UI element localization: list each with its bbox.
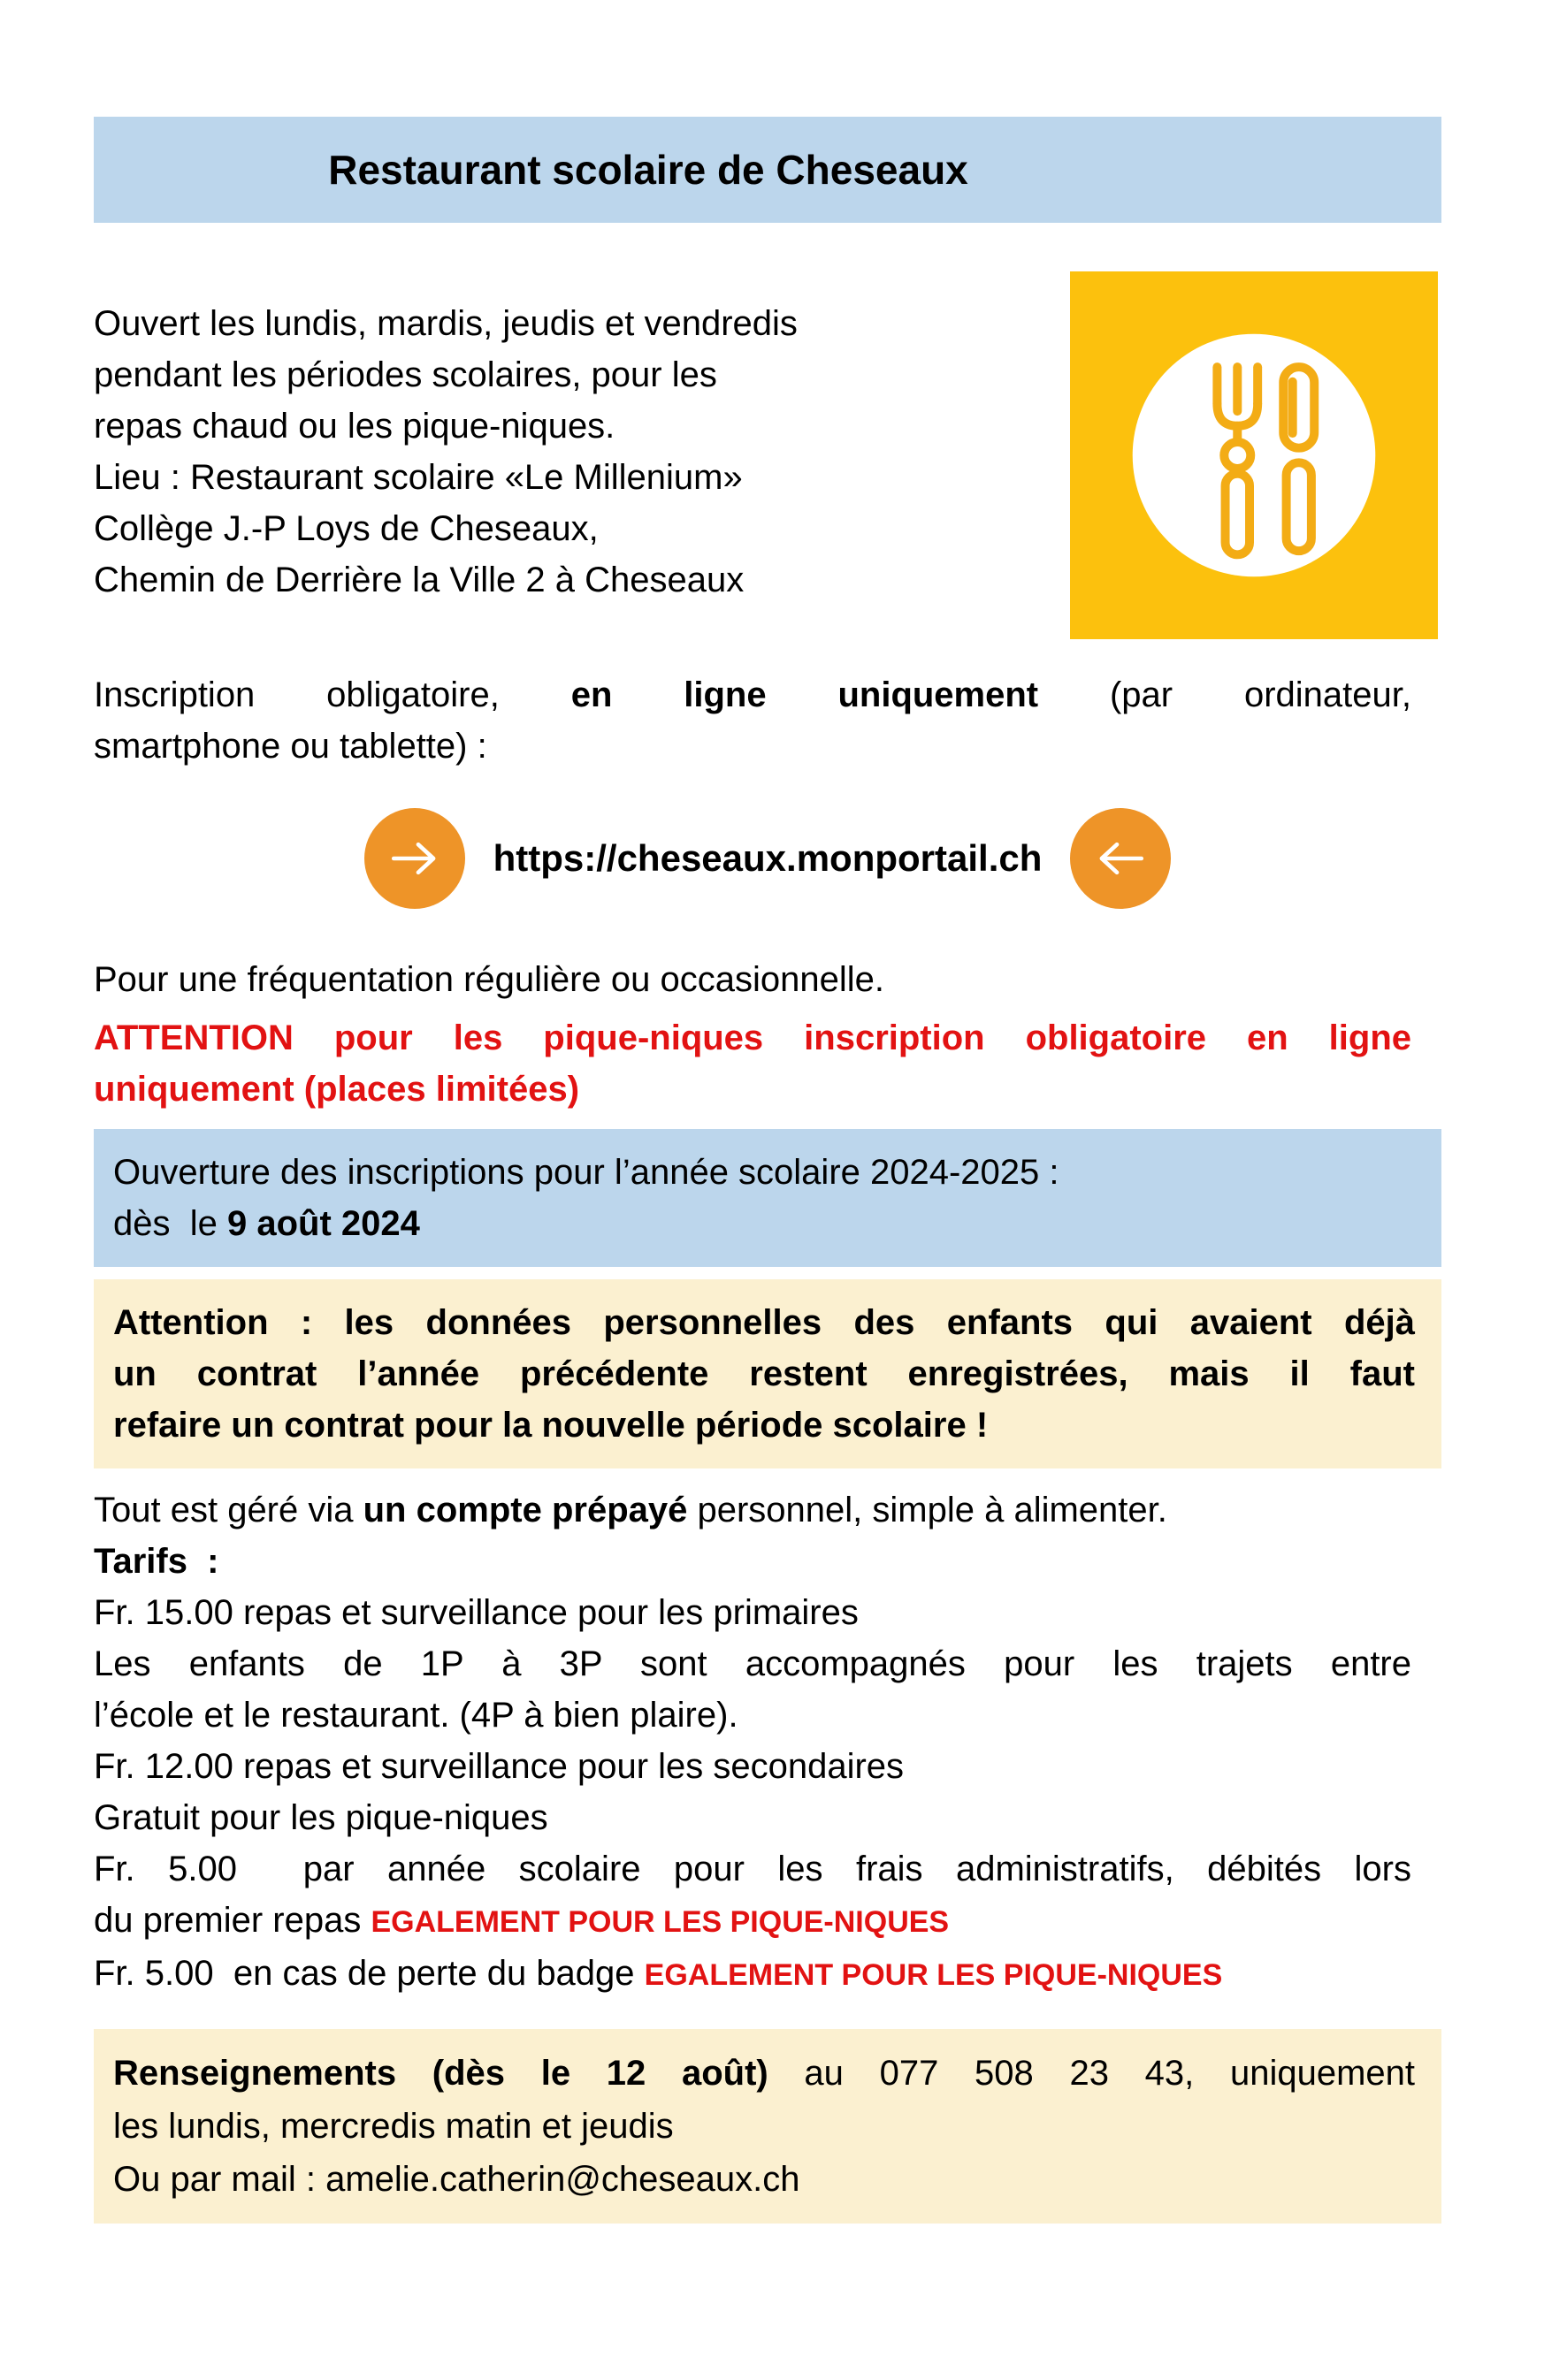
registration-text: Inscription obligatoire,	[94, 675, 571, 714]
warning-line1: Attention : les données personnelles des enfants qui avaient déjà	[113, 1303, 1415, 1342]
contact-bold: Renseignements (dès le 12 août)	[113, 2054, 768, 2093]
tarif-line-gratuit: Gratuit pour les pique-niques	[94, 1798, 548, 1837]
tarif-line-primaires: Fr. 15.00 repas et surveillance pour les primaires	[94, 1593, 859, 1632]
flyer-page	[0, 117, 1567, 2380]
arrow-left-badge	[1070, 808, 1171, 909]
tarif-line-badge	[94, 1948, 1411, 2001]
page-title: Restaurant scolaire de Cheseaux	[328, 147, 968, 193]
intro-section	[94, 271, 1441, 639]
cutlery-icon	[1066, 271, 1441, 639]
attention-line1: ATTENTION pour les pique-niques inscription obligatoire en ligne	[94, 1018, 1411, 1057]
prepaid-tail: personnel, simple à alimenter.	[687, 1491, 1167, 1529]
opening-line2-text: dès le	[113, 1204, 227, 1243]
registration-bold: en ligne uniquement	[570, 675, 1039, 714]
warning-line2: un contrat l’année précédente restent enregistrées, mais il faut	[113, 1354, 1415, 1393]
registration-paragraph	[94, 669, 1411, 772]
registration-tail: (par ordinateur,	[1038, 675, 1412, 714]
contact-email: Ou par mail : amelie.catherin@cheseaux.ch	[113, 2160, 800, 2199]
warning-line3: refaire un contrat pour la nouvelle période scolaire !	[113, 1406, 989, 1445]
title-banner	[94, 117, 1441, 223]
opening-date: 9 août 2024	[226, 1204, 420, 1243]
intro-line: repas chaud ou les pique-niques.	[94, 407, 615, 446]
warning-box	[94, 1279, 1441, 1468]
arrow-right-icon	[386, 829, 444, 888]
intro-text	[94, 298, 1066, 606]
opening-box	[94, 1129, 1441, 1267]
tarif-line-secondaires: Fr. 12.00 repas et surveillance pour les secondaires	[94, 1747, 905, 1786]
attention-note	[94, 1012, 1411, 1115]
contact-phone: au 077 508 23 43, uniquement	[768, 2054, 1416, 2093]
contact-box	[94, 2029, 1441, 2224]
intro-line: Lieu : Restaurant scolaire «Le Millenium»	[94, 458, 743, 497]
tarifs-section	[94, 1536, 1411, 2001]
arrow-left-icon	[1091, 829, 1150, 888]
prepaid-text: Tout est géré via	[94, 1491, 363, 1529]
attention-line2: uniquement (places limitées)	[94, 1070, 580, 1109]
frequency-note: Pour une fréquentation régulière ou occasionnelle.	[94, 960, 884, 999]
prepaid-note	[94, 1484, 1411, 1536]
arrow-right-badge	[364, 808, 465, 909]
tarif-line-frais-line2	[94, 1895, 1411, 1948]
tarif-badge-text: Fr. 5.00 en cas de perte du badge	[94, 1954, 645, 1993]
tarifs-heading: Tarifs :	[94, 1542, 219, 1581]
intro-line: pendant les périodes scolaires, pour les	[94, 355, 717, 394]
tarif-frais-text: du premier repas	[94, 1901, 371, 1940]
opening-line2	[113, 1198, 1415, 1249]
tarif-line-frais-line1: Fr. 5.00 par année scolaire pour les frais administratifs, débités lors	[94, 1850, 1411, 1888]
contact-line2: les lundis, mercredis matin et jeudis	[113, 2107, 674, 2146]
prepaid-bold: un compte prépayé	[363, 1491, 688, 1529]
contact-line1	[113, 2047, 1415, 2100]
intro-line: Collège J.-P Loys de Cheseaux,	[94, 509, 599, 548]
registration-line2: smartphone ou tablette) :	[94, 727, 487, 766]
red-emphasis: EGALEMENT POUR LES PIQUE-NIQUES	[644, 1958, 1223, 1992]
portal-url: https://cheseaux.monportail.ch	[493, 837, 1043, 879]
red-emphasis: EGALEMENT POUR LES PIQUE-NIQUES	[371, 1905, 950, 1939]
intro-line: Ouvert les lundis, mardis, jeudis et vendredis	[94, 304, 798, 343]
url-row	[94, 805, 1441, 912]
intro-line: Chemin de Derrière la Ville 2 à Cheseaux	[94, 561, 745, 599]
opening-line1: Ouverture des inscriptions pour l’année scolaire 2024-2025 :	[113, 1153, 1059, 1192]
tarif-note-enfants-line1: Les enfants de 1P à 3P sont accompagnés pour les trajets entre	[94, 1644, 1411, 1683]
tarif-note-enfants-line2: l’école et le restaurant. (4P à bien plaire).	[94, 1696, 738, 1735]
registration-line1	[94, 669, 1411, 721]
